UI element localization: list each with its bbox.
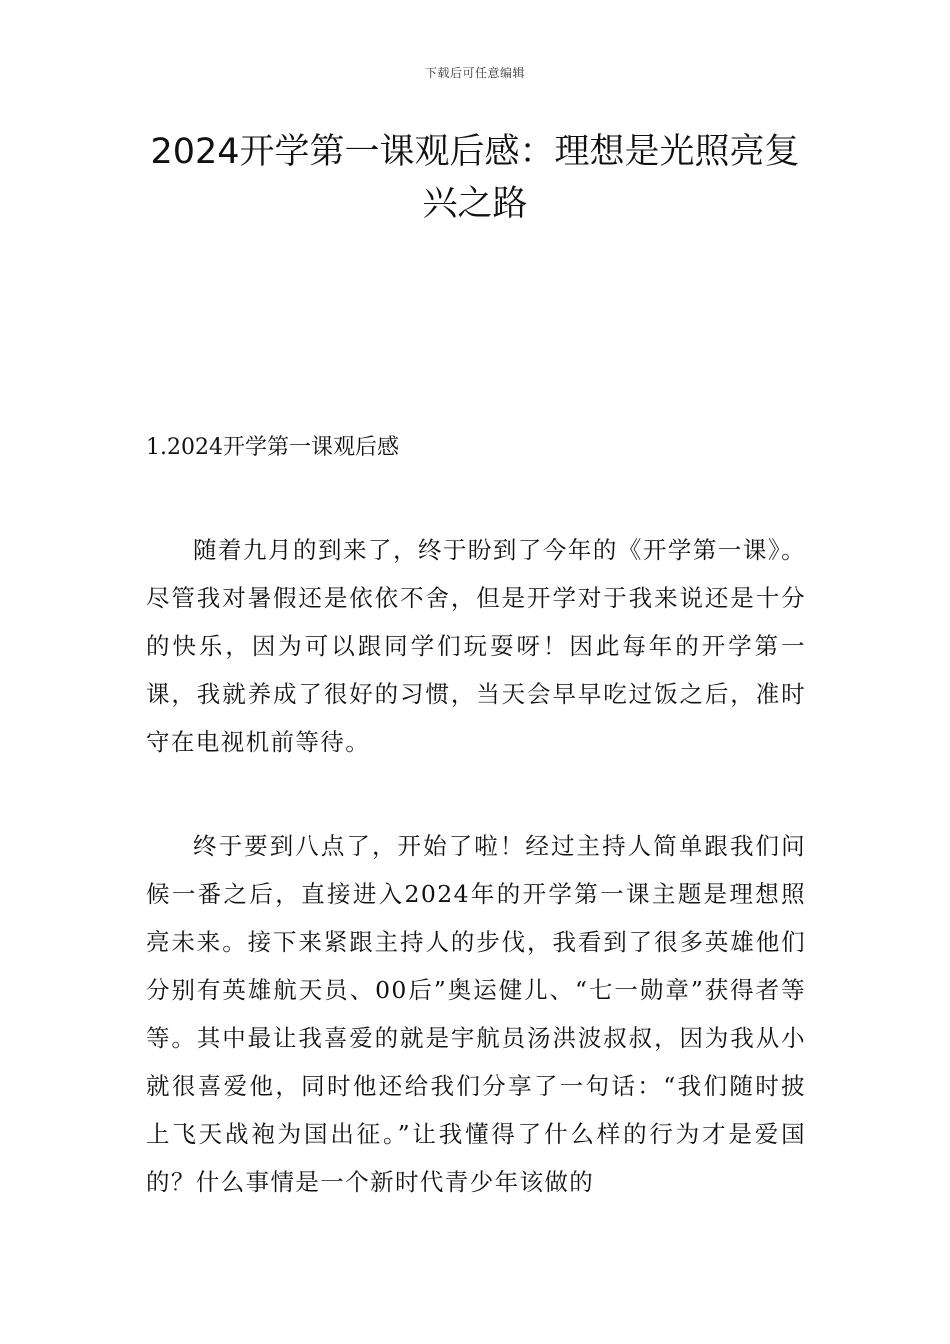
body-paragraph: 随着九月的到来了，终于盼到了今年的《开学第一课》。尽管我对暑假还是依依不舍，但是开学对于我来说还是十分的快乐，因为可以跟同学们玩耍呀！因此每年的开学第一课，我就养成了很好的习惯，当天会早早吃过饭之后，准时守在电视机前等待。 [146, 536, 806, 756]
document-title: 2024开学第一课观后感：理想是光照亮复兴之路 [150, 132, 800, 224]
body-paragraph: 终于要到八点了，开始了啦！经过主持人简单跟我们问候一番之后，直接进入2024年的开学第一课主题是理想照亮未来。接下来紧跟主持人的步伐，我看到了很多英雄他们分别有英雄航天员、00后”奥运健儿、“七一勋章”获得者等等。其中最让我喜爱的就是宇航员汤洪波叔叔，因为我从小就很喜爱他，同时他还给我们分享了一句话：“我们随时披上飞天战袍为国出征。”让我懂得了什么样的行为才是爱国的？什么事情是一个新时代青少年该做的 [146, 832, 806, 1196]
header-note: 下载后可任意编辑 [424, 66, 525, 80]
section-heading: 1.2024开学第一课观后感 [146, 435, 399, 460]
